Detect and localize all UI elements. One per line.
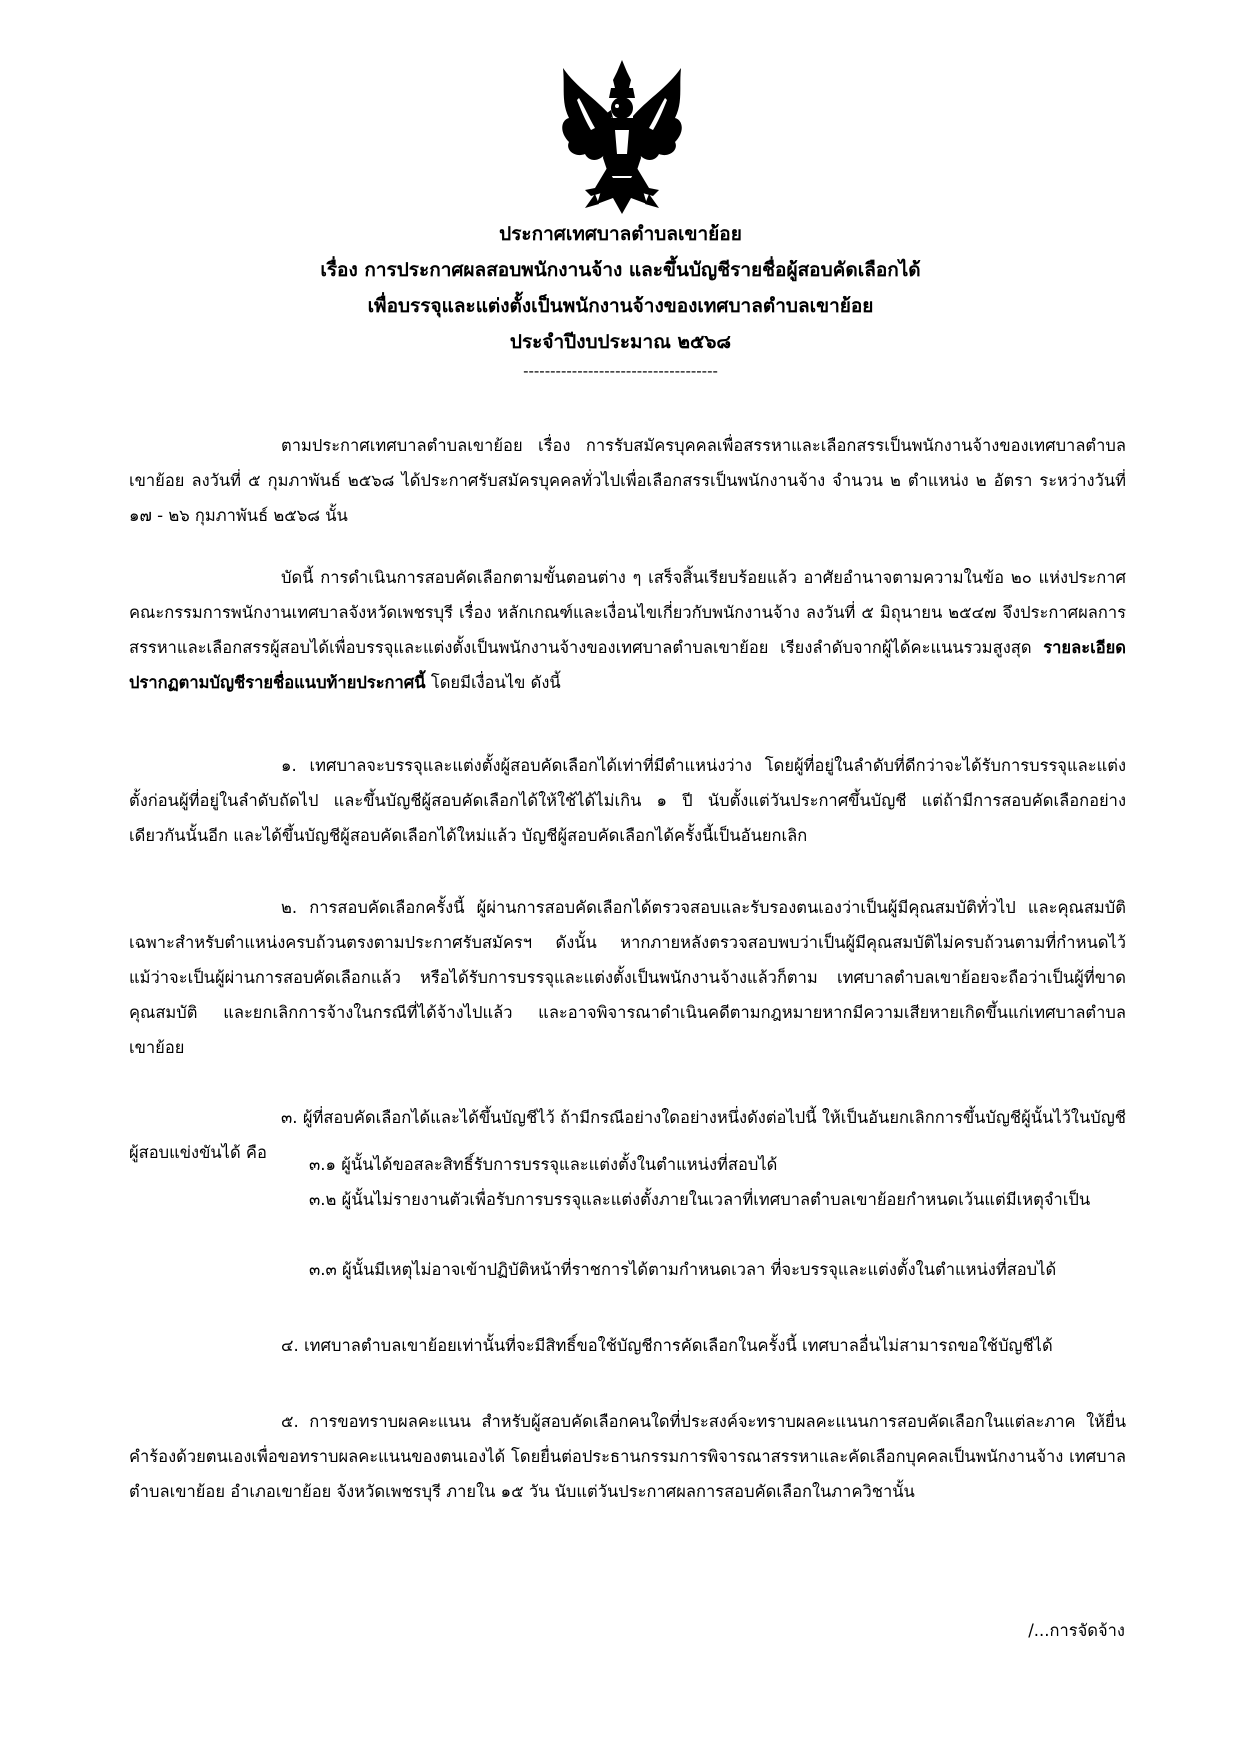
condition-1: ๑. เทศบาลจะบรรจุและแต่งตั้งผู้สอบคัดเลือกได้เท่าที่มีตำแหน่งว่าง โดยผู้ที่อยู่ในลำดับที่ดีกว่าจะได้รับการบรรจุและแต่งตั้งก่อนผู้ที่อยู่ในลำดับถัดไป และขึ้นบัญชีผู้สอบคัดเลือกได้ให้ใช้ได้ไม่เกิน ๑ ปี นับตั้งแต่วันประกาศขึ้นบัญชี แต่ถ้ามีการสอบคัดเลือกอย่างเดียวกันนั้นอีก และได้ขึ้นบัญชีผู้สอบคัดเลือกได้ใหม่แล้ว บัญชีผู้สอบคัดเลือกได้ครั้งนี้เป็นอันยกเลิก (129, 756, 1126, 845)
paragraph-announcement (129, 560, 1126, 700)
announcement-subject: เรื่อง การประกาศผลสอบพนักงานจ้าง และขึ้นบัญชีรายชื่อผู้สอบคัดเลือกได้ (320, 259, 921, 281)
condition-3-3: ๓.๓ ผู้นั้นมีเหตุไม่อาจเข้าปฏิบัติหน้าที่ราชการได้ตามกำหนดเวลา ที่จะบรรจุและแต่งตั้งในตำแหน่งที่สอบได้ (309, 1260, 1057, 1279)
condition-5: ๕. การขอทราบผลคะแนน สำหรับผู้สอบคัดเลือกคนใดที่ประสงค์จะทราบผลคะแนนการสอบคัดเลือกในแต่ละภาค ให้ยื่นคำร้องด้วยตนเองเพื่อขอทราบผลคะแนนของตนเองได้ โดยยื่นต่อประธานกรรมการพิจารณาสรรหาและคัดเลือกบุคคลเป็นพนักงานจ้าง เทศบาลตำบลเขาย้อย อำเภอเขาย้อย จังหวัดเพชรบุรี ภายใน ๑๕ วัน นับแต่วันประกาศผลการสอบคัดเลือกในภาควิชานั้น (129, 1412, 1126, 1501)
paragraph-announcement-bold: รายละเอียดปรากฏตามบัญชีรายชื่อแนบท้ายประกาศนี้ (129, 638, 1126, 692)
condition-3-2: ๓.๒ ผู้นั้นไม่รายงานตัวเพื่อรับการบรรจุและแต่งตั้งภายในเวลาที่เทศบาลตำบลเขาย้อยกำหนดเว้นแต่มีเหตุจำเป็น (309, 1190, 1091, 1209)
paragraph-preamble: ตามประกาศเทศบาลตำบลเขาย้อย เรื่อง การรับสมัครบุคคลเพื่อสรรหาและเลือกสรรเป็นพนักงานจ้างของเทศบาลตำบลเขาย้อย ลงวันที่ ๕ กุมภาพันธ์ ๒๕๖๘ ได้ประกาศรับสมัครบุคคลทั่วไปเพื่อเลือกสรรเป็นพนักงานจ้าง จำนวน ๒ ตำแหน่ง ๒ อัตรา ระหว่างวันที่ ๑๗ - ๒๖ กุมภาพันธ์ ๒๕๖๘ นั้น (129, 436, 1126, 525)
announcement-title: ประกาศเทศบาลตำบลเขาย้อย (499, 223, 742, 245)
condition-3-1: ๓.๑ ผู้นั้นได้ขอสละสิทธิ์รับการบรรจุและแต่งตั้งในตำแหน่งที่สอบได้ (309, 1155, 778, 1174)
condition-2: ๒. การสอบคัดเลือกครั้งนี้ ผู้ผ่านการสอบคัดเลือกได้ตรวจสอบและรับรองตนเองว่าเป็นผู้มีคุณสมบัติทั่วไป และคุณสมบัติเฉพาะสำหรับตำแหน่งครบถ้วนตรงตามประกาศรับสมัครฯ ดังนั้น หากภายหลังตรวจสอบพบว่าเป็นผู้มีคุณสมบัติไม่ครบถ้วนตามที่กำหนดไว้ แม้ว่าจะเป็นผู้ผ่านการสอบคัดเลือกแล้ว หรือได้รับการบรรจุและแต่งตั้งเป็นพนักงานจ้างแล้วก็ตาม เทศบาลตำบลเขาย้อยจะถือว่าเป็นผู้ที่ขาดคุณสมบัติ และยกเลิกการจ้างในกรณีที่ได้จ้างไปแล้ว และอาจพิจารณาดำเนินคดีตามกฎหมายหากมีความเสียหายเกิดขึ้นแก่เทศบาลตำบลเขาย้อย (129, 898, 1126, 1057)
garuda-emblem-icon (555, 58, 689, 216)
paragraph-announcement-text: บัดนี้ การดำเนินการสอบคัดเลือกตามขั้นตอนต่าง ๆ เสร็จสิ้นเรียบร้อยแล้ว อาศัยอำนาจตามความในข้อ ๒๐ แห่งประกาศคณะกรรมการพนักงานเทศบาลจังหวัดเพชรบุรี เรื่อง หลักเกณฑ์และเงื่อนไขเกี่ยวกับพนักงานจ้าง ลงวันที่ ๕ มิถุนายน ๒๕๔๗ จึงประกาศผลการสรรหาและเลือกสรรผู้สอบได้เพื่อบรรจุและแต่งตั้งเป็นพนักงานจ้างของเทศบาลตำบลเขาย้อย เรียงลำดับจากผู้ได้คะแนนรวมสูงสุด (129, 568, 1126, 657)
announcement-subject-line2: เพื่อบรรจุและแต่งตั้งเป็นพนักงานจ้างของเทศบาลตำบลเขาย้อย (367, 295, 874, 317)
condition-4: ๔. เทศบาลตำบลเขาย้อยเท่านั้นที่จะมีสิทธิ์ขอใช้บัญชีการคัดเลือกในครั้งนี้ เทศบาลอื่นไม่สามารถขอใช้บัญชีได้ (281, 1336, 1053, 1355)
condition-3: ๓. ผู้ที่สอบคัดเลือกได้และได้ขึ้นบัญชีไว้ ถ้ามีกรณีอย่างใดอย่างหนึ่งดังต่อไปนี้ ให้เป็นอันยกเลิกการขึ้นบัญชีผู้นั้นไว้ในบัญชีผู้สอบแข่งขันได้ คือ (129, 1108, 1126, 1162)
paragraph-announcement-end: โดยมีเงื่อนไข ดังนี้ (430, 673, 561, 692)
continuation-marker: /...การจัดจ้าง (1028, 1621, 1125, 1640)
fiscal-year: ประจำปีงบประมาณ ๒๕๖๘ (509, 331, 732, 353)
title-divider: ------------------------------------ (523, 362, 718, 380)
